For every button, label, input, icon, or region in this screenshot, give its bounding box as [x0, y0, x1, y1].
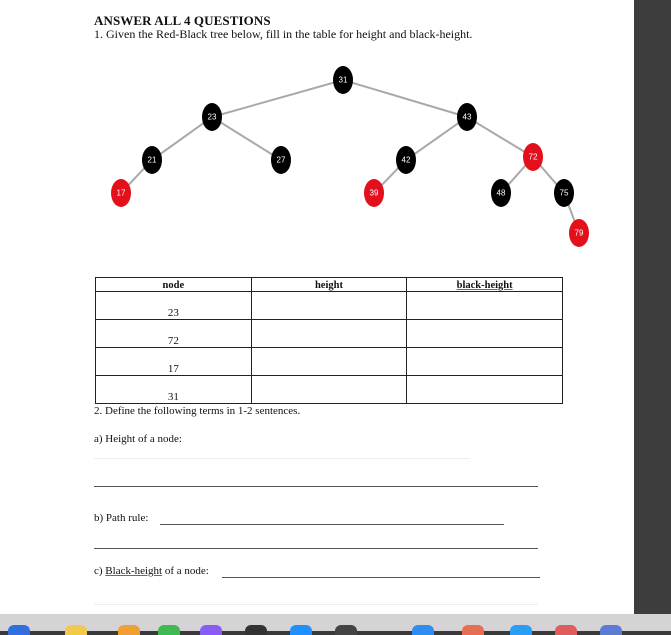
tree-edge: [152, 117, 212, 160]
row-black-height-cell[interactable]: [407, 348, 563, 376]
tree-node-21: [142, 146, 162, 174]
red-black-tree-diagram: [0, 0, 634, 260]
row-node-cell: 17: [96, 348, 252, 376]
tree-node-label: 23: [207, 112, 217, 122]
dock-bar: [0, 614, 671, 631]
app-icon[interactable]: [600, 625, 622, 635]
app-icon[interactable]: [462, 625, 484, 635]
header-height: height: [251, 278, 407, 292]
tree-node-label: 27: [276, 155, 286, 165]
tree-node-79: [569, 219, 589, 247]
row-node-cell: 23: [96, 292, 252, 320]
table-header-row: [96, 278, 563, 292]
row-height-cell[interactable]: [251, 292, 407, 320]
app-icon[interactable]: [290, 625, 312, 635]
tree-edge: [406, 117, 467, 160]
tree-edge: [467, 117, 533, 157]
question-1-text: 1. Given the Red-Black tree below, fill in the table for height and black-height.: [94, 27, 473, 41]
answer-line-b[interactable]: [160, 524, 504, 525]
answer-line-c[interactable]: [222, 577, 540, 578]
app-icon[interactable]: [245, 625, 267, 635]
tree-node-label: 31: [338, 75, 348, 85]
tree-node-label: 17: [116, 188, 126, 198]
row-height-cell[interactable]: [251, 348, 407, 376]
tree-node-label: 79: [574, 228, 584, 238]
row-node-cell: 72: [96, 320, 252, 348]
part-c-rest: of a node:: [162, 565, 209, 577]
tree-node-label: 72: [528, 152, 538, 162]
page-heading: ANSWER ALL 4 QUESTIONS: [94, 13, 271, 28]
header-node: node: [96, 278, 252, 292]
app-icon[interactable]: [412, 625, 434, 635]
tree-node-72: [523, 143, 543, 171]
app-icon[interactable]: [8, 625, 30, 635]
tree-node-42: [396, 146, 416, 174]
tree-node-31: [333, 66, 353, 94]
table-row: [96, 320, 563, 348]
tree-node-label: 21: [147, 155, 157, 165]
tree-edges: [121, 80, 579, 233]
tree-node-27: [271, 146, 291, 174]
app-icon[interactable]: [200, 625, 222, 635]
answer-line-a[interactable]: [94, 486, 538, 487]
tree-node-39: [364, 179, 384, 207]
row-black-height-cell[interactable]: [407, 376, 563, 404]
part-c-term: Black-height: [105, 565, 163, 577]
header-black-height: [407, 278, 563, 292]
row-black-height-cell[interactable]: [407, 292, 563, 320]
faint-guide-line: [94, 604, 538, 605]
tree-node-label: 42: [401, 155, 411, 165]
app-icon[interactable]: [335, 625, 357, 635]
question-2-text: 2. Define the following terms in 1-2 sentences.: [94, 405, 301, 417]
tree-node-label: 75: [559, 188, 569, 198]
table-row: [96, 376, 563, 404]
tree-nodes: [111, 66, 589, 247]
tree-node-48: [491, 179, 511, 207]
row-black-height-cell[interactable]: [407, 320, 563, 348]
part-c-label: [94, 565, 209, 577]
app-icon[interactable]: [510, 625, 532, 635]
app-icon[interactable]: [118, 625, 140, 635]
row-height-cell[interactable]: [251, 320, 407, 348]
tree-node-43: [457, 103, 477, 131]
app-icon[interactable]: [555, 625, 577, 635]
tree-edge: [212, 117, 281, 160]
tree-node-23: [202, 103, 222, 131]
row-height-cell[interactable]: [251, 376, 407, 404]
part-b-label: b) Path rule:: [94, 512, 149, 524]
answer-line-b2[interactable]: [94, 548, 538, 549]
viewer-background: [634, 0, 671, 631]
tree-edge: [343, 80, 467, 117]
row-node-cell: 31: [96, 376, 252, 404]
table-row: [96, 348, 563, 376]
tree-node-17: [111, 179, 131, 207]
height-table: [95, 277, 563, 404]
header-black-height-label: black-height: [456, 280, 513, 291]
tree-node-75: [554, 179, 574, 207]
tree-node-label: 48: [496, 188, 506, 198]
part-a-label: a) Height of a node:: [94, 433, 182, 445]
faint-guide-line: [94, 458, 470, 459]
table-row: [96, 292, 563, 320]
tree-edge: [212, 80, 343, 117]
tree-node-label: 43: [462, 112, 472, 122]
tree-node-label: 39: [369, 188, 379, 198]
part-c-prefix: c): [94, 565, 106, 577]
notes-icon[interactable]: [65, 625, 87, 635]
app-icon[interactable]: [158, 625, 180, 635]
